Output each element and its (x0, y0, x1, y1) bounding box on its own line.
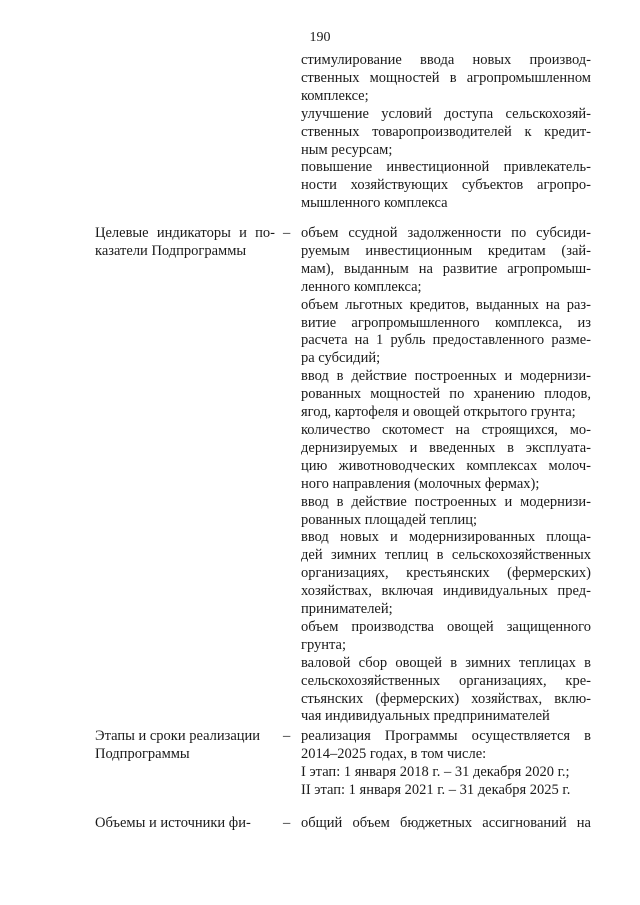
text-line: ввод в действие построенных и модернизи- (301, 368, 591, 385)
text-line: мышленного комплекса (301, 195, 448, 212)
text-line: организациях, крестьянских (фермерских) (301, 565, 591, 582)
stages-dash: – (283, 728, 291, 744)
text-line: ственных мощностей в агропромышленном (301, 69, 591, 86)
text-line: реализация Программы осуществляется в (301, 728, 591, 744)
text-line: рованных площадей теплиц; (301, 511, 478, 528)
text-line: грунта; (301, 636, 346, 653)
label-line: Подпрограммы (95, 745, 190, 762)
text-line: ввод новых и модернизированных площа- (301, 529, 591, 546)
text-line: чая индивидуальных предпринимателей (301, 708, 550, 725)
text-line: объем льготных кредитов, выданных на раз- (301, 296, 591, 313)
text-line: II этап: 1 января 2021 г. – 31 декабря 2025 г. (301, 781, 571, 798)
stages-text (301, 728, 591, 800)
text-line: количество скотомест на строящихся, мо- (301, 421, 591, 438)
label-line: Целевые индикаторы и по- (95, 225, 275, 241)
text-line: расчета на 1 рубль предоставленного разме- (301, 332, 591, 349)
text-line: руемым инвестиционным кредитам (зай- (301, 242, 591, 259)
text-line: объем ссудной задолженности по субсиди- (301, 225, 591, 241)
label-line: казатели Подпрограммы (95, 242, 247, 259)
page-number: 190 (309, 30, 331, 45)
text-line: валовой сбор овощей в зимних теплицах в (301, 654, 591, 671)
funding-dash: – (283, 815, 291, 831)
text-line: ленного комплекса; (301, 278, 422, 295)
text-line: ственных товаропроизводителей к кредит- (301, 123, 591, 140)
label-line: Объемы и источники фи- (95, 815, 251, 831)
text-line: дей зимних теплиц в сельскохозяйственных (301, 547, 591, 564)
text-line: стьянских (фермерских) хозяйствах, вклю- (301, 690, 591, 707)
text-line: 2014–2025 годах, в том числе: (301, 745, 487, 762)
text-line: ввод в действие построенных и модернизи- (301, 493, 591, 510)
text-line: хозяйствах, включая индивидуальных пред- (301, 583, 591, 600)
text-line: витие агропромышленного комплекса, из (301, 314, 591, 331)
text-line: рованных мощностей по хранению плодов, (301, 386, 591, 403)
indicators-label (95, 225, 275, 261)
text-line: дернизируемых и введенных в эксплуата- (301, 439, 591, 456)
continuation-text (301, 52, 591, 213)
text-line: общий объем бюджетных ассигнований на (301, 815, 591, 831)
text-line: ным ресурсам; (301, 141, 393, 158)
stages-label (95, 728, 275, 764)
indicators-text (301, 225, 591, 726)
funding-text (301, 815, 591, 833)
text-line: I этап: 1 января 2018 г. – 31 декабря 2020 г.; (301, 763, 570, 780)
funding-label (95, 815, 275, 833)
text-line: объем производства овощей защищенного (301, 618, 591, 635)
text-line: цию животноводческих комплексах молоч- (301, 457, 591, 474)
text-line: ности хозяйствующих субъектов агропро- (301, 177, 591, 194)
text-line: сельскохозяйственных организациях, кре- (301, 672, 591, 689)
text-line: повышение инвестиционной привлекатель- (301, 159, 591, 176)
text-line: ра субсидий; (301, 350, 381, 367)
indicators-dash: – (283, 225, 291, 241)
text-line: улучшение условий доступа сельскохозяй- (301, 105, 591, 122)
text-line: ягод, картофеля и овощей открытого грунта; (301, 404, 576, 421)
text-line: комплексе; (301, 87, 369, 104)
text-line: стимулирование ввода новых производ- (301, 52, 591, 68)
text-line: ного направления (молочных фермах); (301, 475, 540, 492)
text-line: мам), выданным на развитие агропромыш- (301, 260, 591, 277)
text-line: принимателей; (301, 601, 393, 618)
label-line: Этапы и сроки реализации (95, 728, 261, 744)
